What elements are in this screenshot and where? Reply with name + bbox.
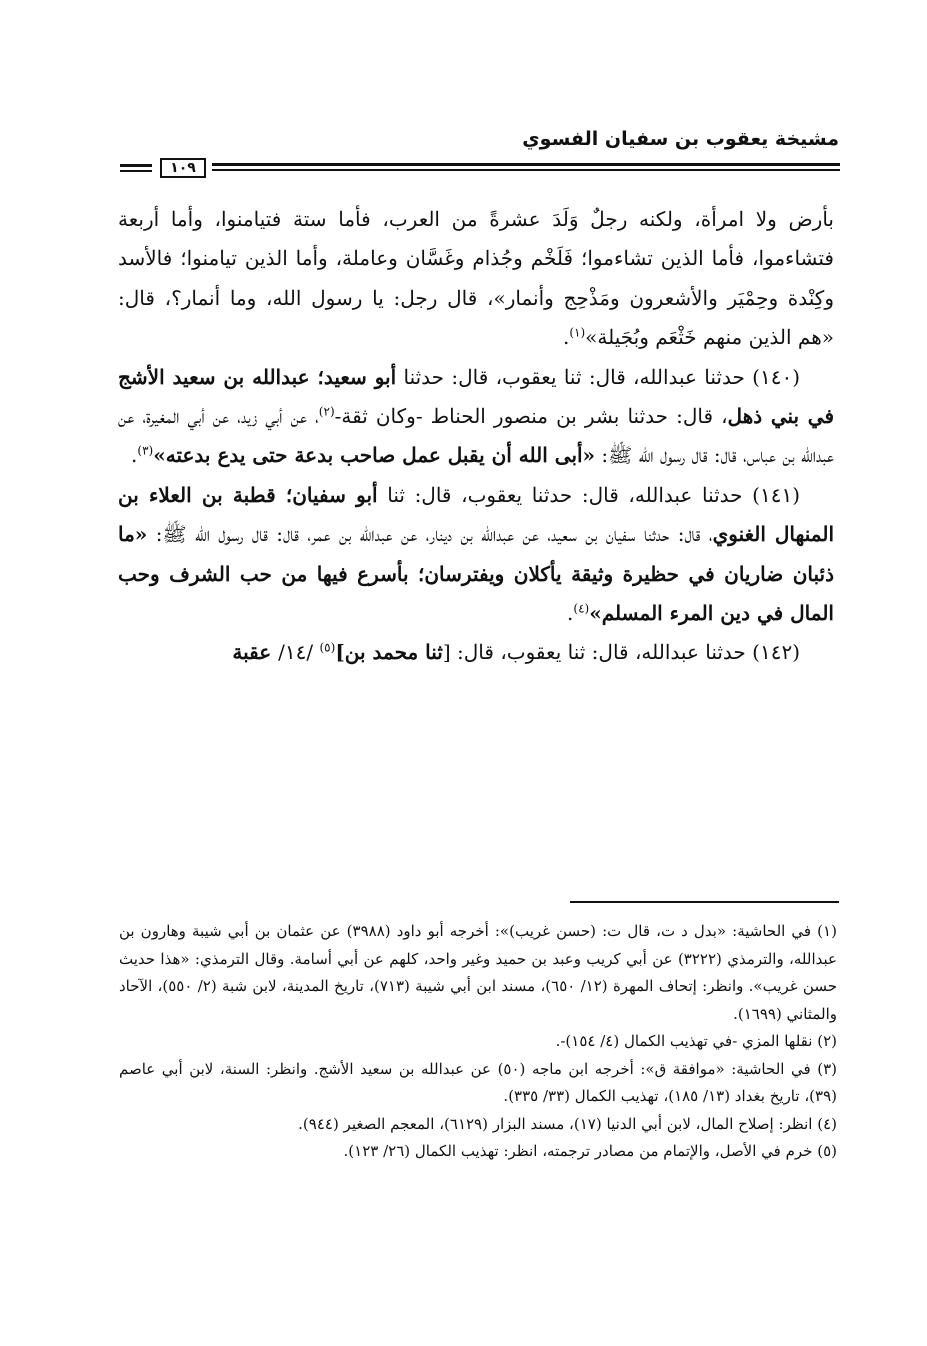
narrator-name: ثنا محمد بن] xyxy=(335,640,443,665)
footnote-3 xyxy=(119,1056,837,1111)
main-text xyxy=(118,200,834,673)
paragraph-continuation xyxy=(118,200,834,358)
hadith-matn: «ما ذئبان ضاريان في حظيرة وثيقة يأكلان ويفترسان؛ بأسرع فيها من حب الشرف وحب المال في دين المرء المسلم» xyxy=(118,522,834,626)
footnote-line: شيبة وهارون بن عبدالله، والترمذي (٣٢٢٢) عن أبي كريب وعبد بن حميد وغير واحد، كلهم xyxy=(119,922,837,968)
narrator-name: أبو سعيد؛ عبدالله بن سعيد الأشج في بني ذهل xyxy=(118,364,835,429)
header-rule-right-line-thin xyxy=(212,169,840,171)
text-run: . xyxy=(562,325,570,350)
hadith-142 xyxy=(118,633,834,672)
text-run: ، قال: حدثنا سفيان بن سعيد، عن عبدالله بن دينار، عن عبدالله بن عمر، قال: قال رسول الله ﷺ: xyxy=(155,522,713,547)
header-rule xyxy=(120,158,840,182)
header-rule-left-line-thin xyxy=(120,170,152,172)
hadith-number-run: (١٤٠) حدثنا عبدالله، قال: ثنا يعقوب، قال: حدثنا xyxy=(403,364,801,389)
footnote-line: (٣) في الحاشية: «موافقة ق»: أخرجه ابن ماجه (٥٠) عن عبدالله بن سعيد الأشج. وانظر: السنة، xyxy=(219,1059,837,1078)
running-header-title: مشيخة يعقوب بن سفيان الفسوي xyxy=(522,128,839,150)
hadith-number-run: (١٤٢) حدثنا عبدالله، قال: ثنا يعقوب، قال: [ xyxy=(442,640,800,665)
text-run: ، عن أبي زيد، عن أبي المغيرة، عن عبدالله بن عباس، قال: قال رسول الله ﷺ: xyxy=(118,404,834,468)
text-run: . xyxy=(131,443,138,468)
header-rule-left-line xyxy=(120,164,152,167)
footnotes xyxy=(119,918,837,1166)
footnote-line: (١) في الحاشية: «بدل د ت، قال ت: (حسن غريب)»: أخرجه أبو داود (٣٩٨٨) عن عثمان بن أبي xyxy=(227,922,837,940)
text-run: ، قال: حدثنا بشر بن منصور الحناط -وكان ثقة- xyxy=(334,404,728,429)
page-number: ١٠٩ xyxy=(160,158,206,178)
header-rule-right-line xyxy=(212,163,840,166)
footnote-ref-4: (٤) xyxy=(573,601,590,616)
footnote-separator xyxy=(570,901,839,903)
manuscript-folio-marker: /١٤/ xyxy=(278,640,320,665)
footnote-2: (٢) نقلها المزي -في تهذيب الكمال (٤/ ١٥٤)-. xyxy=(555,1032,837,1050)
footnote-line: مسند ابن أبي شيبة (٧١٣)، تاريخ المدينة، لابن شبة (٢/ ٥٥٠)، الآحاد والمثاني (١٦٩٩). xyxy=(119,977,837,1023)
hadith-140 xyxy=(118,358,834,476)
narrator-name: أبو سفيان؛ قطبة بن العلاء بن المنهال الغنوي xyxy=(118,482,834,547)
footnote-1 xyxy=(119,918,837,1028)
hadith-141 xyxy=(118,476,834,634)
footnote-ref-1: (١) xyxy=(569,325,586,340)
footnote-line: لابن أبي عاصم (٣٩)، تاريخ بغداد (١٣/ ١٨٥)، تهذيب الكمال (٣٣/ ٣٣٥). xyxy=(119,1059,837,1105)
footnote-5: (٥) خرم في الأصل، والإتمام من مصادر ترجمته، انظر: تهذيب الكمال (٢٦/ ١٢٣). xyxy=(343,1142,837,1160)
hadith-number-run: (١٤١) حدثنا عبدالله، قال: حدثنا يعقوب، قال: ثنا xyxy=(387,482,801,507)
footnote-ref-5: (٥) xyxy=(319,640,336,655)
footnote-4: (٤) انظر: إصلاح المال، لابن أبي الدنيا (١٧)، مسند البزار (٦١٢٩)، المعجم الصغير (٩٤٤). xyxy=(298,1114,837,1133)
footnote-ref-3: (٣) xyxy=(137,443,154,458)
narrator-name: عقبة xyxy=(232,640,279,665)
footnote-line: عن أبي أسامة. وقال الترمذي: «هذا حديث حسن غريب». وانظر: إتحاف المهرة (١٢/ ٦٥٠)، xyxy=(119,949,837,995)
text-run: بأرض ولا امرأة، ولكنه رجلٌ وَلَدَ عشرةً من العرب، فأما ستة فتيامنوا، وأما أربعة فتشاءموا، فأما الذين تشاءموا؛ فَلَخْم وجُذام وغَسَّان وعاملة، وأما الذين تيامنوا؛ فالأسد وكِنْدة وحِمْيَر والأشعرون ومَذْحِج وأنمار»، قال رجل: يا رسول الله، وما أنمار؟، قال: «هم الذين منهم خَثْعَم وبُجَيلة» xyxy=(118,207,834,350)
hadith-matn: «أبى الله أن يقبل عمل صاحب بدعة حتى يدع بدعته» xyxy=(153,443,596,468)
text-run: . xyxy=(567,601,574,626)
footnote-ref-2: (٢) xyxy=(318,404,335,419)
